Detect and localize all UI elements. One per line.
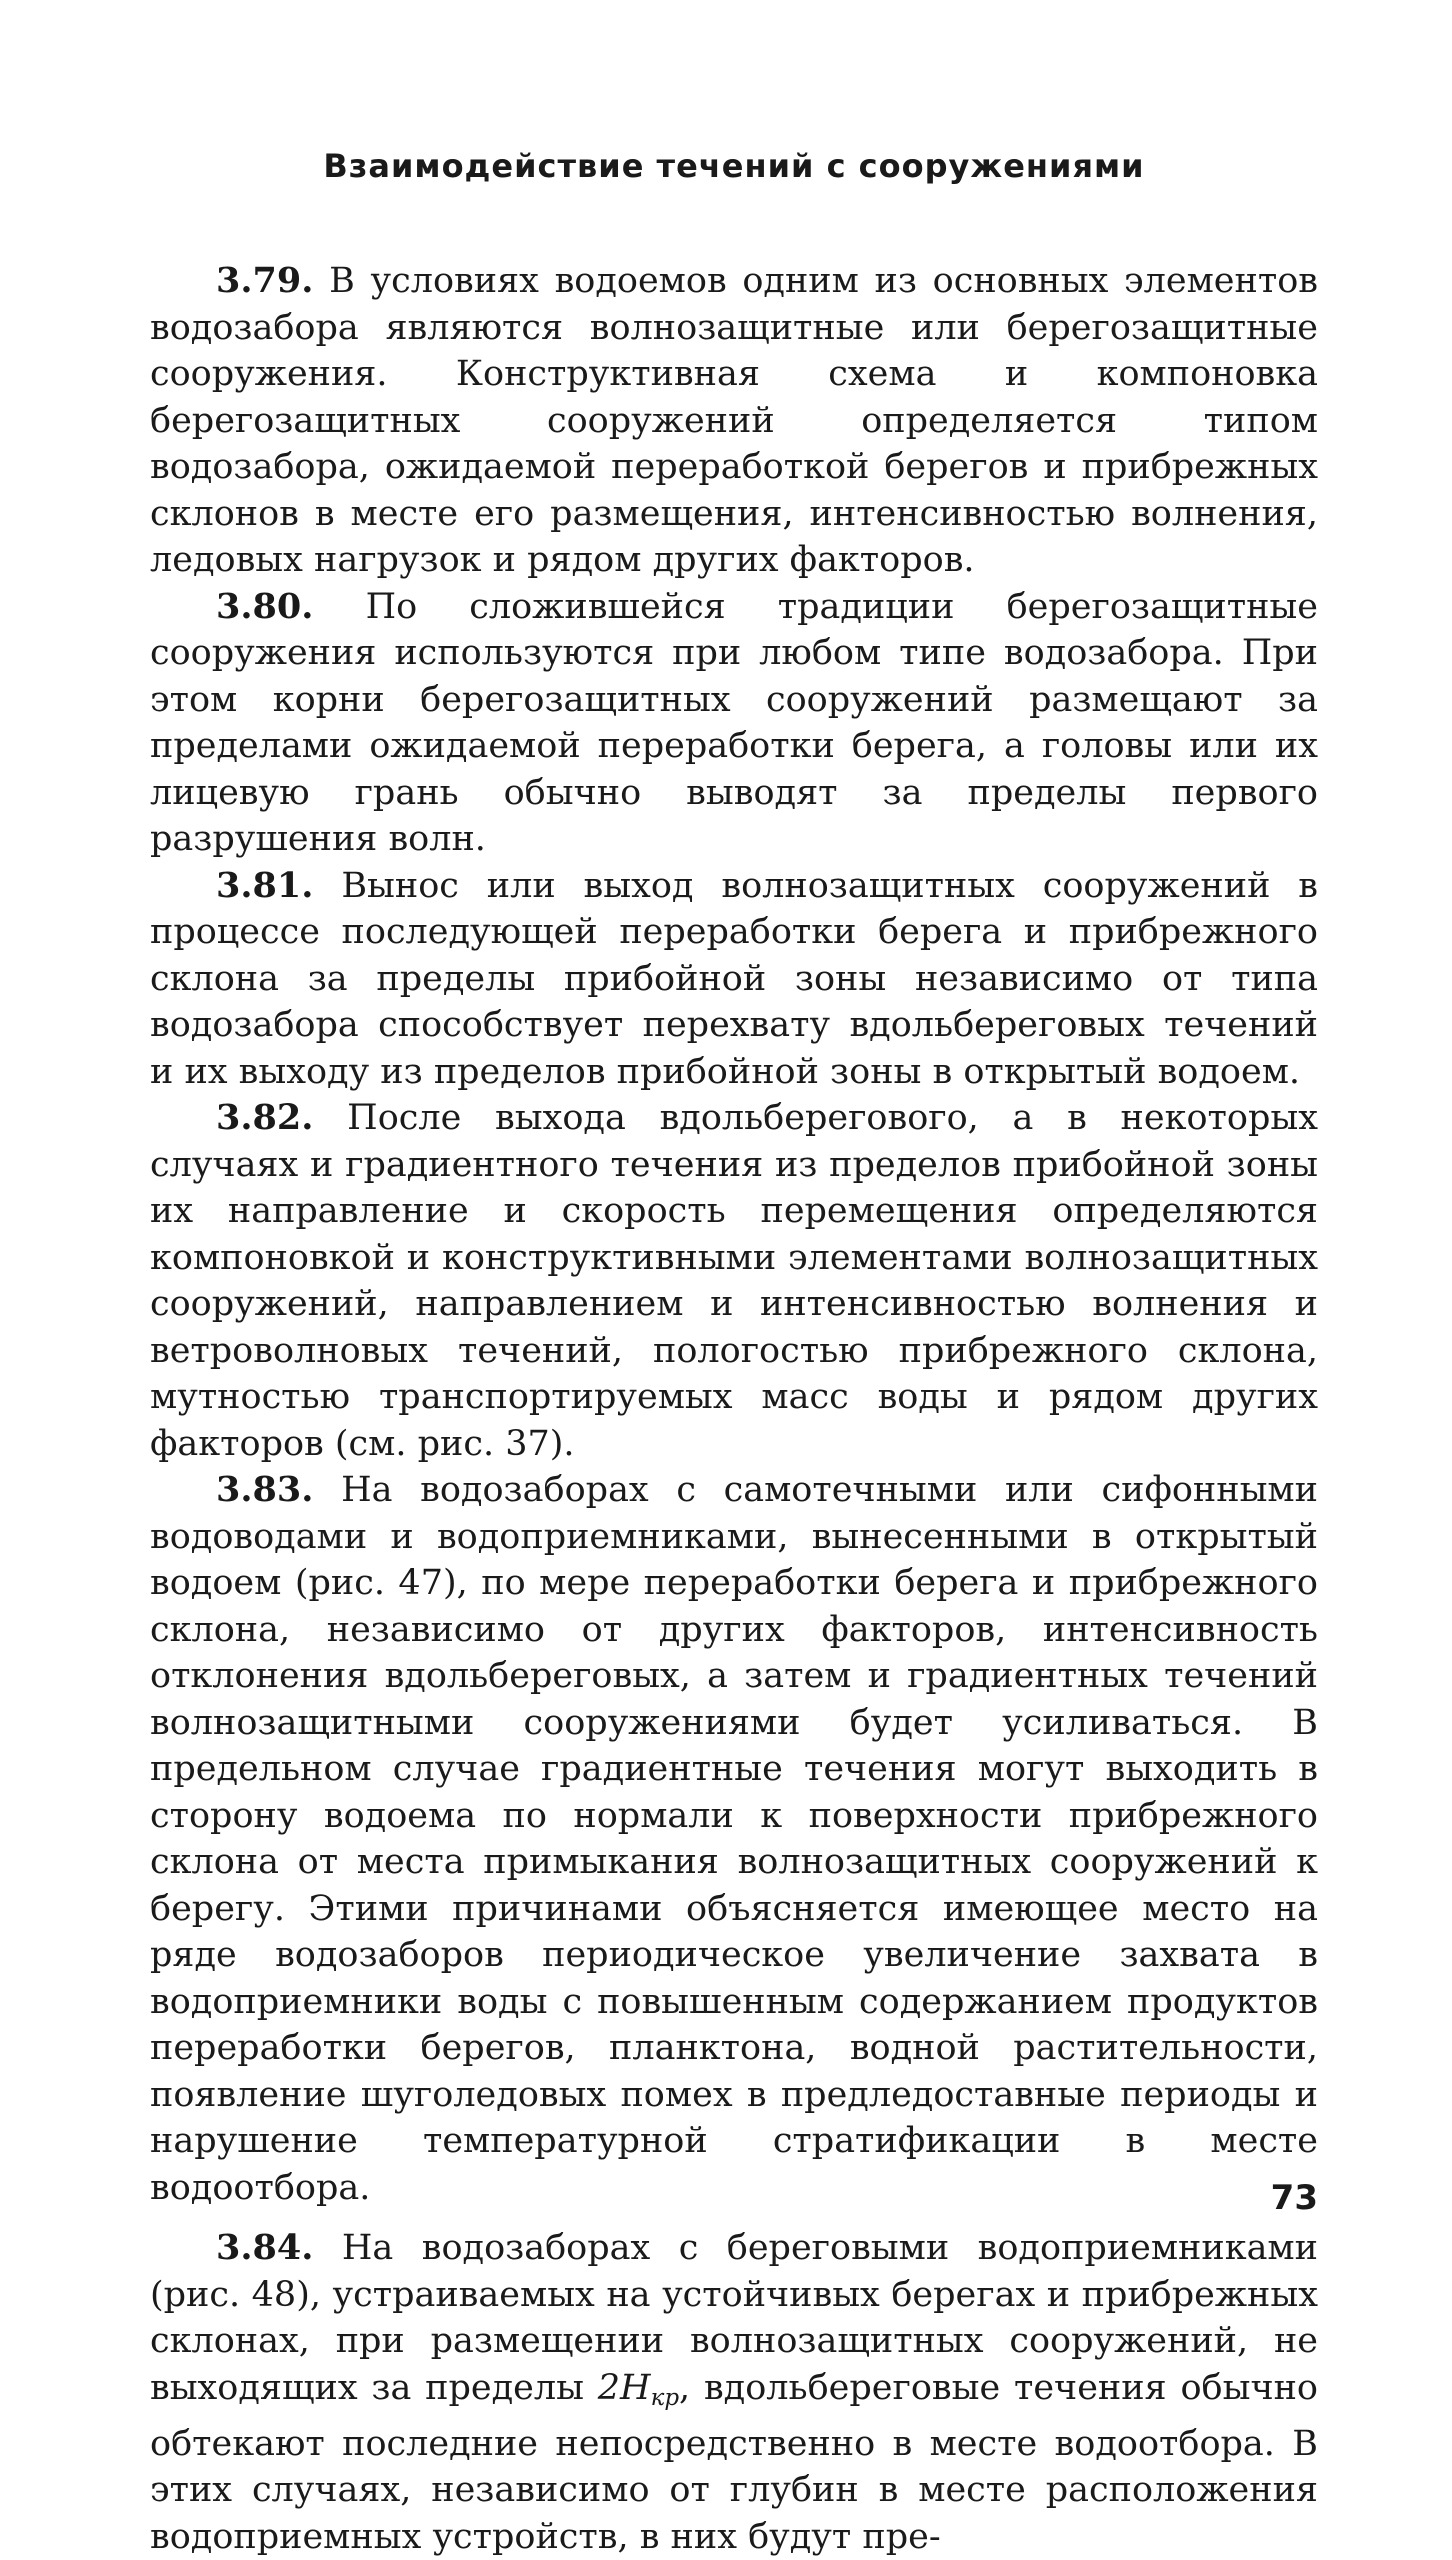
paragraph-text: На водозаборах с самотечными или сифонными водоводами и водоприемниками, вынесенными в открытый водоем (рис. 47), по мере переработки берега и прибрежного склона, независимо от других факторов, интенсивность отклонения вдольбереговых, а затем и градиентных течений волнозащитными сооружениями будет усиливаться. В предельном случае градиентные течения могут выходить в сторону водоема по нормали к поверхности прибрежного склона от места примыкания волнозащитных сооружений к берегу. Этими причинами объясняется имеющее место на ряде водозаборов периодическое увеличение захвата в водоприемники воды с повышенным содержанием продуктов переработки берегов, планктона, водной растительности, появление шуголедовых помех в предледоставные периоды и нарушение температурной стратификации в месте водоотбора. <box>150 1470 1318 2208</box>
paragraph-3-81 <box>150 863 1318 1096</box>
paragraph-text-after: , вдольбереговые течения обычно обтекают последние непосредственно в месте водоотбора. В этих случаях, независимо от глубин в месте расположения водоприемных устройств, в них будут пре- <box>150 2367 1318 2557</box>
page-number: 73 <box>1270 2178 1318 2218</box>
formula-main: 2H <box>597 2367 651 2408</box>
formula-2h-kr <box>597 2367 680 2411</box>
paragraph-3-79 <box>150 258 1318 584</box>
paragraph-number: 3.82. <box>216 1097 314 1138</box>
body-text <box>150 258 1318 2560</box>
paragraph-3-80 <box>150 584 1318 863</box>
formula-subscript: кр <box>650 2384 680 2411</box>
paragraph-3-82 <box>150 1095 1318 1467</box>
section-heading: Взаимодействие течений с сооружениями <box>323 147 1145 185</box>
paragraph-text-before: На водозаборах с береговыми водоприемниками (рис. 48), устраиваемых на устойчивых берегах и прибрежных склонах, при размещении волнозащитных сооружений, не выходящих за пределы <box>150 2228 1318 2408</box>
paragraph-number: 3.79. <box>216 260 314 301</box>
paragraph-number: 3.83. <box>216 1469 314 1510</box>
paragraph-text: По сложившейся традиции берегозащитные сооружения используются при любом типе водозабора. При этом корни берегозащитных сооружений размещают за пределами ожидаемой переработки берега, а головы или их лицевую грань обычно выводят за пределы первого разрушения волн. <box>150 586 1318 859</box>
paragraph-number: 3.80. <box>216 585 314 627</box>
paragraph-3-83 <box>150 1467 1318 2211</box>
paragraph-number: 3.84. <box>216 2227 314 2268</box>
paragraph-text: После выхода вдольберегового, а в некоторых случаях и градиентного течения из пределов прибойной зоны их направление и скорость перемещения определяются компоновкой и конструктивными элементами волнозащитных сооружений, направлением и интенсивностью волнения и ветроволновых течений, пологостью прибрежного склона, мутностью транспортируемых масс воды и рядом других факторов (см. рис. 37). <box>150 1098 1318 1464</box>
paragraph-number: 3.81. <box>216 864 314 906</box>
paragraph-text: В условиях водоемов одним из основных элементов водозабора являются волнозащитные или берегозащитные сооружения. Конструктивная схема и компоновка берегозащитных сооружений определяется типом водозабора, ожидаемой переработкой берегов и прибрежных склонов в месте его размещения, интенсивностью волнения, ледовых нагрузок и рядом других факторов. <box>150 261 1318 580</box>
paragraph-3-84 <box>150 2225 1318 2560</box>
document-page <box>150 140 1318 2557</box>
paragraph-text: Вынос или выход волнозащитных сооружений в процессе последующей переработки берега и прибрежного склона за пределы прибойной зоны независимо от типа водозабора способствует перехвату вдольбереговых течений и их выходу из пределов прибойной зоны в открытый водоем. <box>150 865 1318 1092</box>
